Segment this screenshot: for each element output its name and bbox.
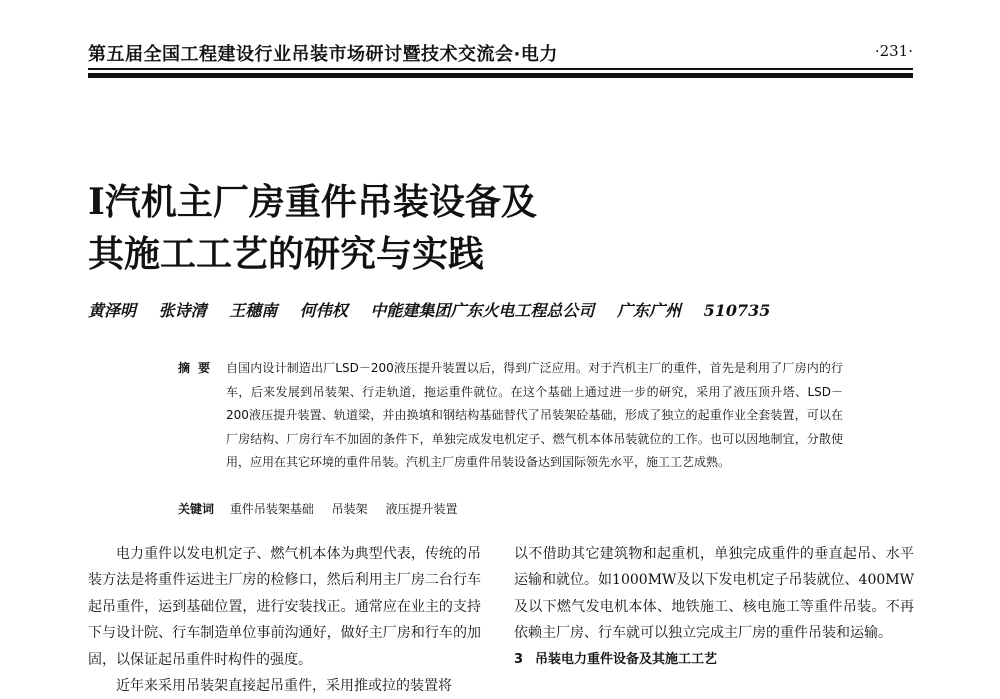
keywords xyxy=(178,498,843,521)
paper-title xyxy=(88,176,537,280)
body-paragraph: 近年来采用吊装架直接起吊重件，采用推或拉的装置将 xyxy=(116,678,452,695)
running-head xyxy=(88,40,913,70)
body-paragraph: 以不借助其它建筑物和起重机，单独完成重件的垂直起吊、水平运输和就位。如1000MW及以下发电机定子吊装就位、400MW及以下燃气发电机本体、地铁施工、核电施工等重件吊装。不再依赖主厂房、行车就可以独立完成主厂房的重件吊装和运输。 xyxy=(514,546,914,642)
body-column-right xyxy=(514,541,914,673)
keyword: 液压提升装置 xyxy=(385,502,458,516)
postal-code: 510735 xyxy=(703,301,771,320)
section-number: 3 xyxy=(514,651,524,667)
author-line xyxy=(88,298,787,321)
section-title: 吊装电力重件设备及其施工工艺 xyxy=(535,651,718,667)
title-line-1: I汽机主厂房重件吊装设备及 xyxy=(88,181,537,223)
body-column-left xyxy=(88,541,481,699)
author-name: 黄泽明 xyxy=(88,301,137,320)
title-line-2: 其施工工艺的研究与实践 xyxy=(88,233,485,275)
header-rule-thick xyxy=(88,73,913,78)
keywords-label: 关键词 xyxy=(178,502,215,516)
location: 广东广州 xyxy=(616,301,681,320)
affiliation: 中能建集团广东火电工程总公司 xyxy=(370,301,595,320)
author-name: 王穗南 xyxy=(229,301,278,320)
keyword: 重件吊装架基础 xyxy=(229,502,314,516)
page-number: ·231· xyxy=(874,42,913,60)
section-heading xyxy=(514,647,914,673)
conference-title: 第五届全国工程建设行业吊装市场研讨暨技术交流会·电力 xyxy=(88,44,558,65)
author-name: 张诗清 xyxy=(158,301,207,320)
header-rule-thin xyxy=(88,68,913,70)
abstract-text: 自国内设计制造出厂LSD－200液压提升装置以后，得到广泛应用。对于汽机主厂的重件，首先是利用了厂房内的行车，后来发展到吊装架、行走轨道，拖运重件就位。在这个基础上通过进一步的研究，采用了液压顶升塔、LSD－200液压提升装置、轨道梁，并由换填和钢结构基础替代了吊装架砼基础，形成了独立的起重作业全套装置，可以在厂房结构、厂房行车不加固的条件下，单独完成发电机定子、燃气机本体吊装就位的工作。也可以因地制宜，分散使用，应用在其它环境的重件吊装。汽机主厂房重件吊装设备达到国际领先水平，施工工艺成熟。 xyxy=(226,361,843,469)
abstract-label: 摘要 xyxy=(178,361,219,375)
abstract xyxy=(178,357,843,475)
author-name: 何伟权 xyxy=(299,301,348,320)
keyword: 吊装架 xyxy=(331,502,368,516)
body-paragraph: 电力重件以发电机定子、燃气机本体为典型代表，传统的吊装方法是将重件运进主厂房的检修口，然后利用主厂房二台行车起吊重件，运到基础位置，进行安装找正。通常应在业主的支持下与设计院、行车制造单位事前沟通好，做好主厂房和行车的加固，以保证起吊重件时构件的强度。 xyxy=(88,546,481,668)
